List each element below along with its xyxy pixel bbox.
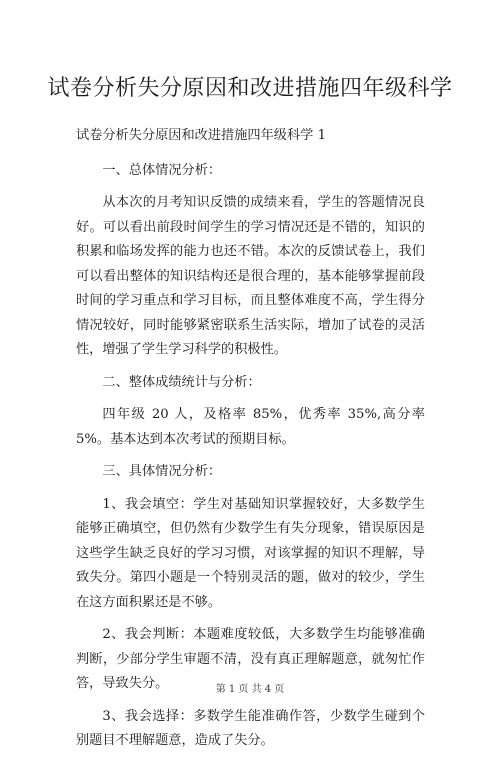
paragraph-overall-analysis: 从本次的月考知识反馈的成绩来看，学生的答题情况良好。可以看出前段时间学生的学习情况还是不错的，知识的积累和临场发挥的能力也还不错。本次的反馈试卷上，我们可以看出整体的知识结构还是很合理的，基本能够掌握前段时间的学习重点和学习目标，而且整体难度不高，学生得分情况较好，同时能够紧密联系生活实际，增加了试卷的灵活性，增强了学生学习科学的积极性。 bbox=[76, 195, 425, 357]
paragraph-fill-in: 1、我会填空：学生对基础知识掌握较好，大多数学生能够正确填空，但仍然有少数学生有失分现象，错误原因是这些学生缺乏良好的学习习惯，对该掌握的知识不理解，导致失分。第四小题是一个特别灵活的题，做对的较少，学生在这方面积累还是不够。 bbox=[76, 496, 425, 610]
paragraph-statistics: 四年级 20 人，及格率 85%，优秀率 35%,高分率 5%。基本达到本次考试的预期目标。 bbox=[76, 407, 425, 447]
document-body bbox=[76, 124, 425, 762]
document-subtitle: 试卷分析失分原因和改进措施四年级科学 1 bbox=[76, 128, 326, 143]
section-heading-overall: 一、总体情况分析： bbox=[102, 162, 222, 178]
paragraph-judgement: 2、我会判断：本题难度较低，大多数学生均能够准确判断，少部分学生审题不清，没有真正理解题意，就匆忙作答，导致失分。 bbox=[76, 627, 425, 691]
page-footer: 第 1 页 共 4 页 bbox=[215, 684, 285, 695]
section-heading-details: 三、具体情况分析： bbox=[102, 464, 222, 479]
paragraph-choice: 3、我会选择：多数学生能准确作答，少数学生碰到个别题目不理解题意，造成了失分。 bbox=[76, 708, 425, 748]
document-title: 试卷分析失分原因和改进措施四年级科学 bbox=[47, 76, 453, 101]
section-heading-statistics: 二、整体成绩统计与分析： bbox=[102, 374, 261, 390]
